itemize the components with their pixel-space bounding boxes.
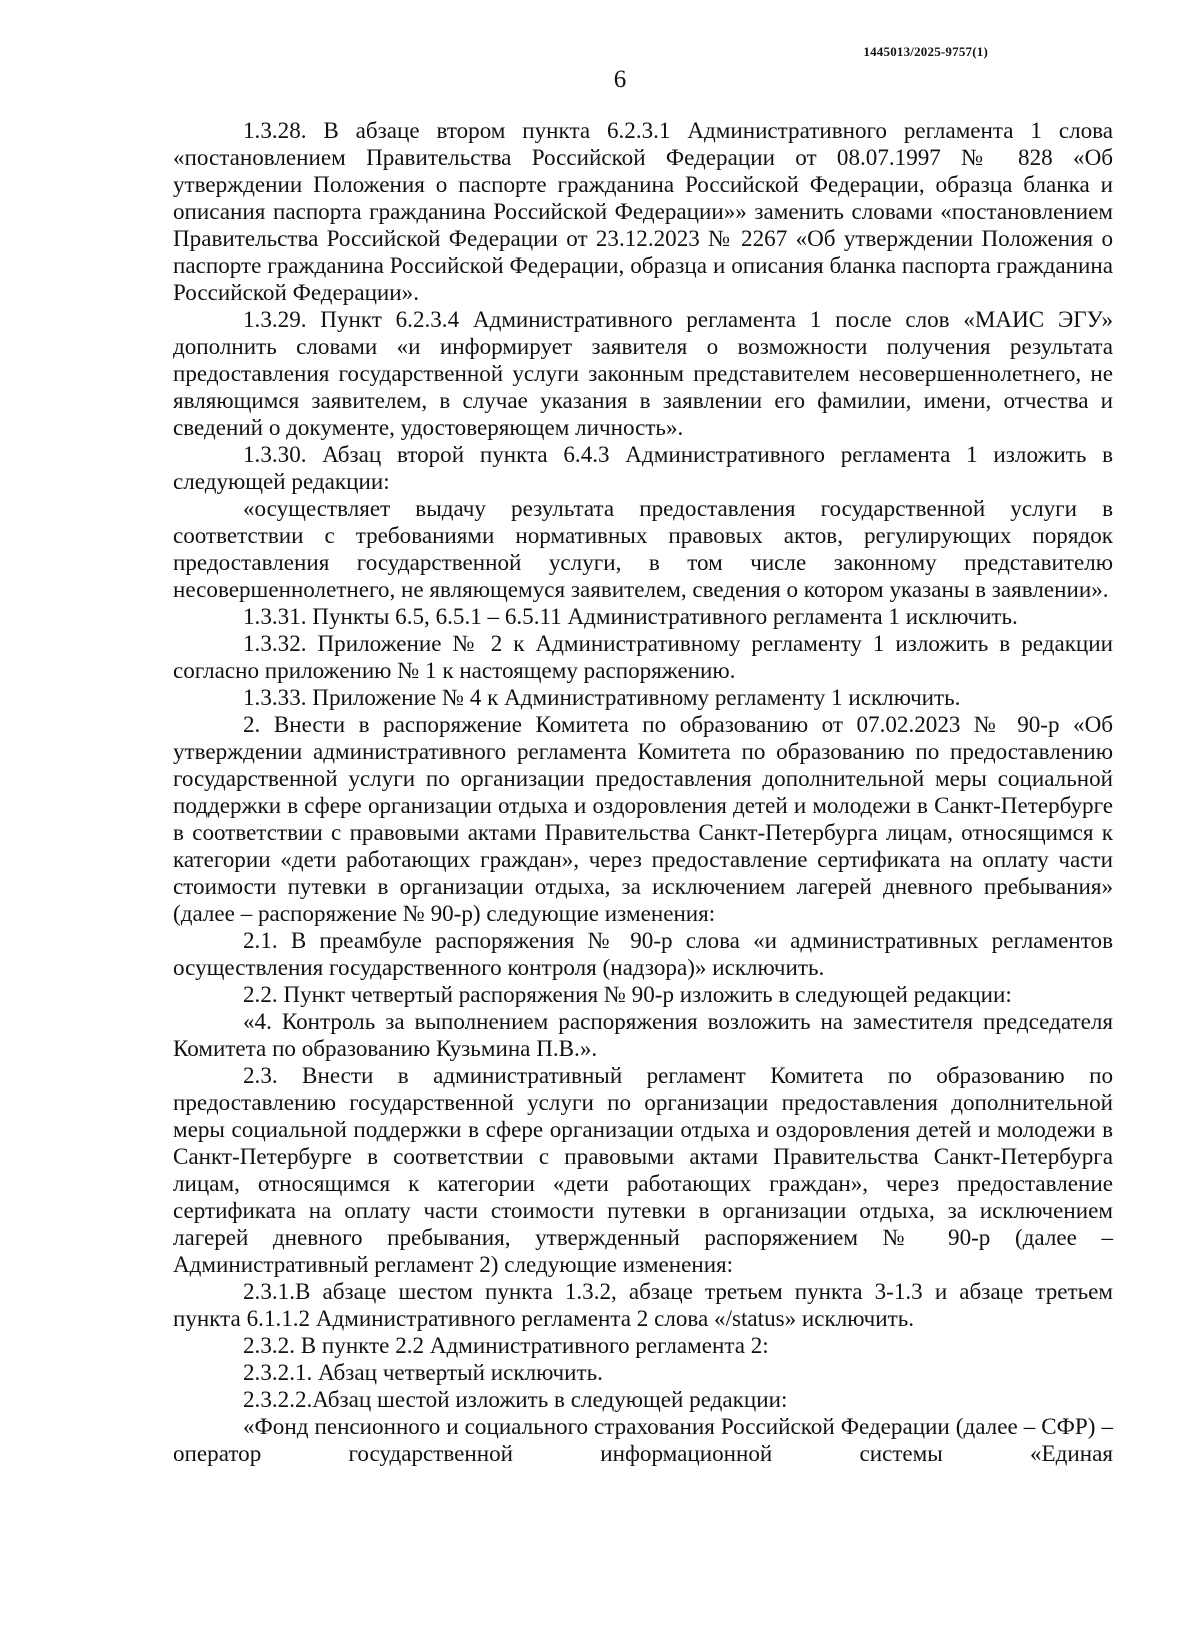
paragraph-quoted-point-4: «4. Контроль за выполнением распоряжения возложить на заместителя председателя Комитета по образованию Кузьмина П.В.». <box>173 1008 1113 1061</box>
paragraph-quoted-sfr: «Фонд пенсионного и социального страхования Российской Федерации (далее – СФР) – оператор государственной информационной системы «Единая <box>173 1413 1113 1466</box>
page-number: 6 <box>613 66 627 93</box>
paragraph-2-3-2: 2.3.2. В пункте 2.2 Административного регламента 2: <box>243 1332 769 1358</box>
paragraph-quoted-new-text: «осуществляет выдачу результата предоставления государственной услуги в соответствии с требованиями нормативных правовых актов, регулирующих порядок предоставления государственной услуги, в том числе законному представителю несовершеннолетнего, не являющемуся заявителем, сведения о котором указаны в заявлении». <box>173 495 1113 602</box>
paragraph-2-3-1: 2.3.1.В абзаце шестом пункта 1.3.2, абзаце третьем пункта 3-1.3 и абзаце третьем пункта 6.1.1.2 Административного регламента 2 слова «/status» исключить. <box>173 1278 1113 1331</box>
paragraph-2-3-2-2: 2.3.2.2.Абзац шестой изложить в следующей редакции: <box>243 1386 788 1412</box>
paragraph-1-3-33: 1.3.33. Приложение № 4 к Административному регламенту 1 исключить. <box>243 684 961 710</box>
document-registration-number: 1445013/2025-9757(1) <box>863 44 988 59</box>
paragraph-1-3-32: 1.3.32. Приложение № 2 к Административному регламенту 1 изложить в редакции согласно приложению № 1 к настоящему распоряжению. <box>173 630 1113 683</box>
paragraph-1-3-29: 1.3.29. Пункт 6.2.3.4 Административного регламента 1 после слов «МАИС ЭГУ» дополнить словами «и информирует заявителя о возможности получения результата предоставления государственной услуги законным представителем несовершеннолетнего, не являющимся заявителем, в случае указания в заявлении его фамилии, имени, отчества и сведений о документе, удостоверяющем личность». <box>173 306 1113 440</box>
paragraph-1-3-30: 1.3.30. Абзац второй пункта 6.4.3 Административного регламента 1 изложить в следующей редакции: <box>173 441 1113 494</box>
paragraph-2: 2. Внести в распоряжение Комитета по образованию от 07.02.2023 № 90-р «Об утверждении административного регламента Комитета по образованию по предоставлению государственной услуги по организации предоставления дополнительной меры социальной поддержки в сфере организации отдыха и оздоровления детей и молодежи в Санкт-Петербурге в соответствии с правовыми актами Правительства Санкт-Петербурга лицам, относящимся к категории «дети работающих граждан», через предоставление сертификата на оплату части стоимости путевки в организации отдыха, за исключением лагерей дневного пребывания» (далее – распоряжение № 90-р) следующие изменения: <box>173 711 1113 926</box>
paragraph-1-3-28: 1.3.28. В абзаце втором пункта 6.2.3.1 Административного регламента 1 слова «постановлением Правительства Российской Федерации от 08.07.1997 № 828 «Об утверждении Положения о паспорте гражданина Российской Федерации, образца бланка и описания паспорта гражданина Российской Федерации»» заменить словами «постановлением Правительства Российской Федерации от 23.12.2023 № 2267 «Об утверждении Положения о паспорте гражданина Российской Федерации, образца и описания бланка паспорта гражданина Российской Федерации». <box>173 117 1113 305</box>
document-body <box>173 117 1113 1467</box>
paragraph-1-3-31: 1.3.31. Пункты 6.5, 6.5.1 – 6.5.11 Административного регламента 1 исключить. <box>243 603 1018 629</box>
paragraph-2-3: 2.3. Внести в административный регламент Комитета по образованию по предоставлению государственной услуги по организации предоставления дополнительной меры социальной поддержки в сфере организации отдыха и оздоровления детей и молодежи в Санкт-Петербурге в соответствии с правовыми актами Правительства Санкт-Петербурга лицам, относящимся к категории «дети работающих граждан», через предоставление сертификата на оплату части стоимости путевки в организации отдыха, за исключением лагерей дневного пребывания, утвержденный распоряжением № 90-р (далее – Административный регламент 2) следующие изменения: <box>173 1062 1113 1277</box>
paragraph-2-1: 2.1. В преамбуле распоряжения № 90-р слова «и административных регламентов осуществления государственного контроля (надзора)» исключить. <box>173 927 1113 980</box>
paragraph-2-2: 2.2. Пункт четвертый распоряжения № 90-р изложить в следующей редакции: <box>243 981 1012 1007</box>
paragraph-2-3-2-1: 2.3.2.1. Абзац четвертый исключить. <box>243 1359 603 1385</box>
